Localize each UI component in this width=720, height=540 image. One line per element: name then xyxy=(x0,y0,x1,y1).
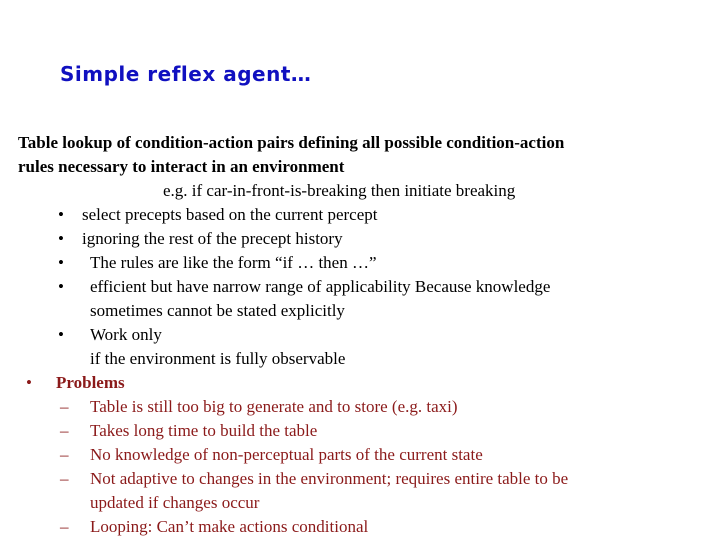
bullet-marker: • xyxy=(58,253,64,272)
problem-item-4-line-2: updated if changes occur xyxy=(90,493,260,512)
intro-line-2: rules necessary to interact in an environment xyxy=(18,157,345,176)
intro-line-1: Table lookup of condition-action pairs defining all possible condition-action xyxy=(18,133,565,152)
bullet-marker: • xyxy=(58,277,64,296)
problem-item-3: No knowledge of non-perceptual parts of the current state xyxy=(90,445,483,464)
problem-item-2: Takes long time to build the table xyxy=(90,421,318,440)
dash-marker: – xyxy=(60,517,69,536)
dash-marker: – xyxy=(60,445,69,464)
bullet-item-4-line-1: efficient but have narrow range of applicability Because knowledge xyxy=(90,277,551,296)
bullet-item-1: select precepts based on the current percept xyxy=(82,205,378,224)
problem-item-1: Table is still too big to generate and to store (e.g. taxi) xyxy=(90,397,458,416)
bullet-item-4-line-2: sometimes cannot be stated explicitly xyxy=(90,301,345,320)
intro-example: e.g. if car-in-front-is-breaking then initiate breaking xyxy=(163,181,516,200)
bullet-item-3: The rules are like the form “if … then …” xyxy=(90,253,377,272)
problem-item-4-line-1: Not adaptive to changes in the environment; requires entire table to be xyxy=(90,469,569,488)
bullet-marker: • xyxy=(26,373,32,392)
dash-marker: – xyxy=(60,421,69,440)
slide-title: Simple reflex agent… xyxy=(60,62,312,86)
problems-heading: Problems xyxy=(56,373,125,392)
bullet-marker: • xyxy=(58,325,64,344)
bullet-marker: • xyxy=(58,229,64,248)
bullet-item-2: ignoring the rest of the precept history xyxy=(82,229,343,248)
bullet-item-5-line-1: Work only xyxy=(90,325,162,344)
dash-marker: – xyxy=(60,469,69,488)
problem-item-5: Looping: Can’t make actions conditional xyxy=(90,517,369,536)
bullet-item-5-line-2: if the environment is fully observable xyxy=(90,349,346,368)
dash-marker: – xyxy=(60,397,69,416)
bullet-marker: • xyxy=(58,205,64,224)
